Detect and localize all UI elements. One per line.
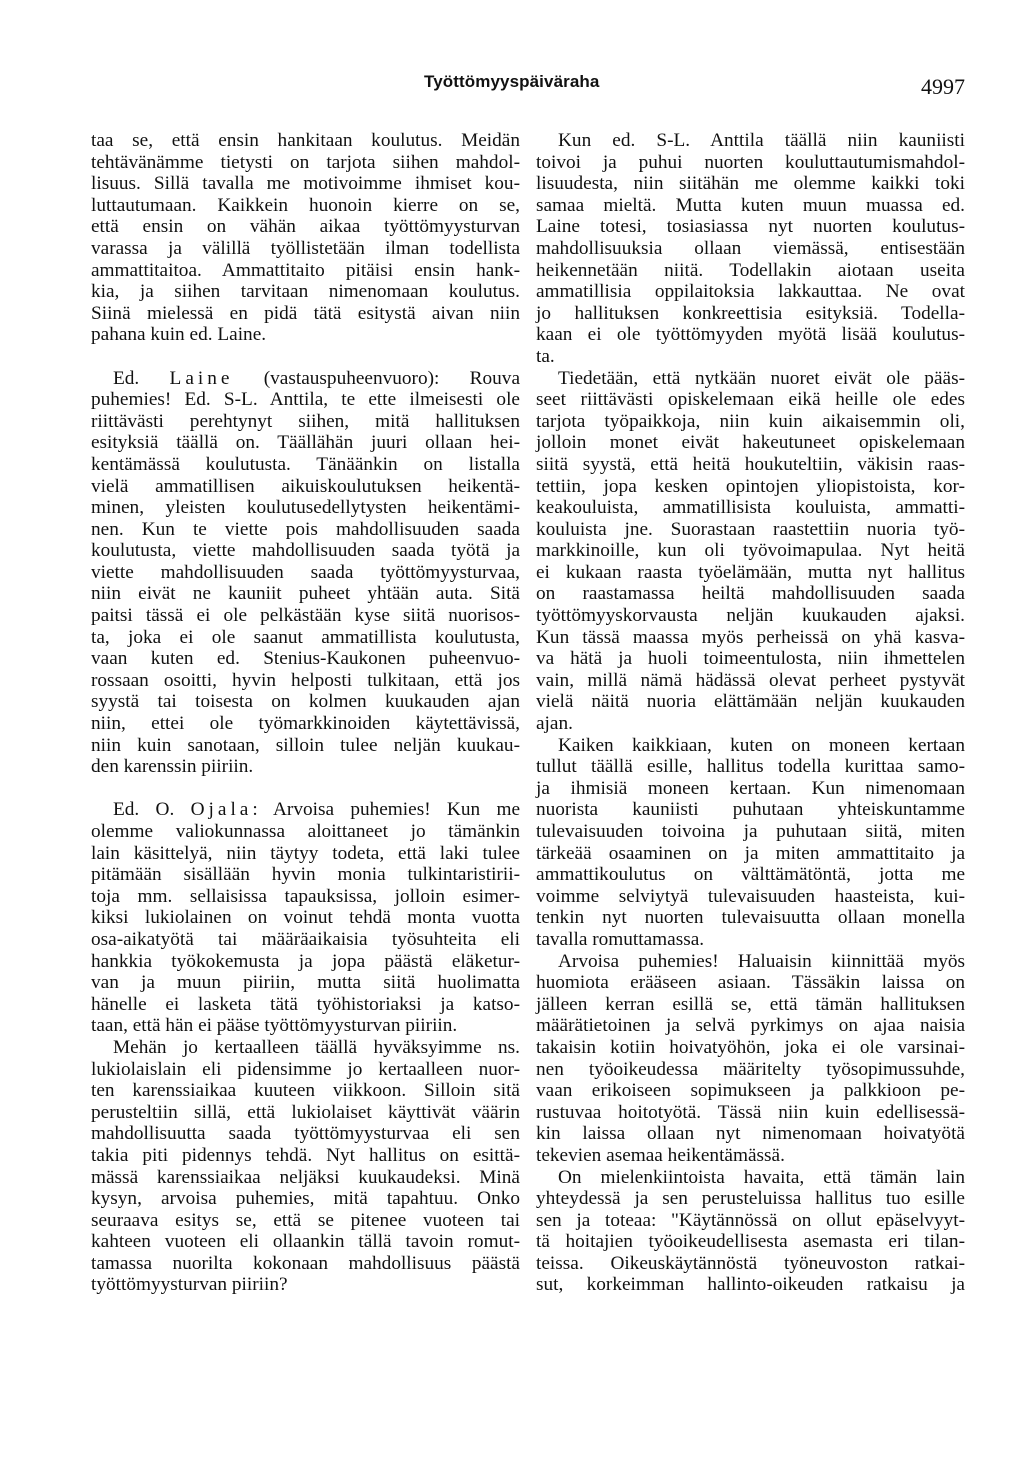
- text-line: siitä syystä, että heitä houkuteltiin, väkisin raas-: [536, 453, 965, 475]
- paragraph-body: [91, 389, 520, 778]
- text-line: nen työoikeudessa määritelty työsopimussuhde,: [536, 1058, 965, 1080]
- text-line: tä hoitajien työoikeudellisesta asemasta eri tilan-: [536, 1231, 965, 1253]
- text-line: vain, millä nämä hädässä olevat perheet pystyvät: [536, 669, 965, 691]
- text-line: Arvoisa puhemies! Haluaisin kiinnittää myös: [558, 950, 965, 972]
- text-line: riittävästi perehtynyt siihen, mitä hallituksen: [91, 410, 520, 432]
- text-line: takia piti pidennys tehdä. Nyt hallitus on esittä-: [91, 1144, 520, 1166]
- text-line: Kaiken kaikkiaan, kuten on moneen kertaan: [558, 734, 965, 756]
- text-line: pahana kuin ed. Laine.: [91, 324, 267, 346]
- speech-start: (vastauspuheenvuoro): Rouva: [263, 367, 520, 389]
- text-line: ten karenssiaikaa kuuteen viikkoon. Silloin sitä: [91, 1080, 520, 1102]
- paragraph-body: [91, 821, 520, 1037]
- text-line: vielä näitä nuoria elättämään neljän kuukauden: [536, 691, 965, 713]
- text-line: toivoi ja puhui nuorten kouluttautumismahdol-: [536, 151, 965, 173]
- text-line: työttömyysturvan piiriin?: [91, 1274, 288, 1296]
- text-line: tenkin nyt nuorten tulevaisuutta ollaan monella: [536, 907, 965, 929]
- text-line: tekevien asemaa heikentämässä.: [536, 1144, 785, 1166]
- text-line: rustuvaa hoitotyötä. Tässä niin kuin edellisessä-: [536, 1101, 965, 1123]
- text-line: seuraava esitys se, että se pitenee vuoteen tai: [91, 1209, 520, 1231]
- text-line: ei kukaan raasta työelämään, mutta nyt hallitus: [536, 561, 965, 583]
- text-line: viette mahdollisuuden saada työttömyysturvaa,: [91, 561, 520, 583]
- text-line: van ja muun piiriin, mutta siitä huolimatta: [91, 972, 520, 994]
- text-line: olemme valiokunnassa aloittaneet jo tämänkin: [91, 821, 520, 842]
- text-line: työttömyyskorvausta neljän kuukauden ajaksi.: [536, 605, 965, 627]
- text-line: Tiedetään, että nytkään nuoret eivät ole pääs-: [558, 367, 965, 389]
- speaker-line: [91, 799, 520, 821]
- text-line: pitämään sisällään hyvin monia tulkintaristirii-: [91, 864, 520, 886]
- speaker-name: Ojala: [190, 799, 253, 821]
- text-line: kentämässä koulutusta. Tänäänkin on listalla: [91, 453, 520, 475]
- text-line: seet riittävästi opiskelemaan eikä heille ole edes: [536, 389, 965, 411]
- text-line: mässä karenssiaikaa neljäksi kuukaudeksi. Minä: [91, 1166, 520, 1188]
- text-line: sen ja toteaa: "Käytännössä on ollut epäselvyyt-: [536, 1209, 965, 1231]
- paragraph-gap: [91, 778, 520, 800]
- text-line: Kun tässä maassa myös perheissä on yhä kasva-: [536, 626, 965, 648]
- text-line: taa se, että ensin hankitaan koulutus. Meidän: [91, 130, 520, 151]
- speech-start: : Arvoisa puhemies! Kun me: [252, 799, 520, 821]
- text-line: tettiin, jopa kesken opintojen yliopistoista, kor-: [536, 475, 965, 497]
- text-line: markkinoille, kun oli työvoimapulaa. Nyt heitä: [536, 540, 965, 562]
- text-line: lisuus. Sillä tavalla me motivoimme ihmiset kou-: [91, 173, 520, 195]
- paragraph: [536, 130, 965, 368]
- text-line: jo hallituksen konkreettisia esityksiä. Todella-: [536, 302, 965, 324]
- left-column: [91, 130, 520, 1296]
- paragraph: [91, 1037, 520, 1296]
- text-line: tavalla romuttamassa.: [536, 928, 705, 950]
- text-line: kiksi lukiolainen on voinut tehdä monta vuotta: [91, 907, 520, 929]
- speaker-name: Laine: [169, 367, 234, 389]
- text-line: tehtävänämme tietysti on tarjota siihen mahdol-: [91, 151, 520, 173]
- speaker-line: [91, 368, 520, 390]
- text-line: toja mm. sellaisissa tapauksissa, jolloin esimer-: [91, 885, 520, 907]
- text-line: On mielenkiintoista havaita, että tämän lain: [558, 1166, 965, 1188]
- text-line: yhteydessä ja sen perusteluissa hallitus tuo esille: [536, 1188, 965, 1210]
- text-line: tarjota työpaikkoja, niin kuin aikaisemmin oli,: [536, 410, 965, 432]
- text-line: rossaan osoitti, hyvin helposti tulkitaan, että jos: [91, 669, 520, 691]
- page-header: [0, 72, 1024, 102]
- text-line: vielä ammatillisen aikuiskoulutuksen heikentä-: [91, 475, 520, 497]
- text-line: teissa. Oikeuskäytännöstä työneuvoston ratkai-: [536, 1252, 965, 1274]
- text-line: Laine totesi, tosiasiassa nyt nuorten koulutus-: [536, 216, 965, 238]
- text-line: va hätä ja huoli toimeentulosta, niin ihmettelen: [536, 648, 965, 670]
- text-line: syystä tai toisesta on kolmen kuukauden ajan: [91, 691, 520, 713]
- text-line: huomiota erääseen asiaan. Tässäkin laissa on: [536, 972, 965, 994]
- text-line: puhemies! Ed. S-L. Anttila, te ette ilmeisesti ole: [91, 389, 520, 411]
- text-line: Kun ed. S-L. Anttila täällä niin kauniisti: [558, 130, 965, 151]
- paragraph: [536, 368, 965, 735]
- text-line: lisuudesta, niin siitähän me olemme kaikki toki: [536, 173, 965, 195]
- text-line: varassa ja välillä työllistetään ilman todellista: [91, 237, 520, 259]
- text-line: taan, että hän ei pääse työttömyysturvan piiriin.: [91, 1015, 458, 1037]
- paragraph: [91, 130, 520, 346]
- text-line: hankkia työkokemusta ja jopa päästä eläketur-: [91, 950, 520, 972]
- text-line: ta, joka ei ole saanut ammatillista koulutusta,: [91, 626, 520, 648]
- text-line: ammattitaitoa. Ammattitaito pitäisi ensin hank-: [91, 259, 520, 281]
- paragraph: [536, 1167, 965, 1297]
- text-line: jolloin monet eivät hakeutuneet opiskelemaan: [536, 432, 965, 454]
- text-line: luttautumaan. Kaikkein huonoin kierre on se,: [91, 194, 520, 216]
- text-line: vaan erikoiseen sopimukseen ja palkkioon pe-: [536, 1080, 965, 1102]
- text-line: Siinä mielessä en pidä tätä esitystä aivan niin: [91, 302, 520, 324]
- text-line: ta.: [536, 345, 555, 367]
- text-line: minen, yleisten koulutusedellytysten heikentämi-: [91, 497, 520, 519]
- text-line: mahdollisuutta saada työttömyysturvaa eli sen: [91, 1123, 520, 1145]
- paragraph: [91, 799, 520, 1037]
- text-line: lukiolaislain eli pidensimme jo kertaalleen nuor-: [91, 1058, 520, 1080]
- text-line: voimme selviytyä tulevaisuuden haasteista, kui-: [536, 885, 965, 907]
- text-line: kouluista jne. Suorastaan raastettiin nuoria työ-: [536, 518, 965, 540]
- text-line: perusteltiin sillä, että lukiolaiset käyttivät väärin: [91, 1101, 520, 1123]
- paragraph: [91, 368, 520, 778]
- text-line: keakouluista, ammatillisista kouluista, ammatti-: [536, 497, 965, 519]
- text-line: paitsi tässä ei ole pelkästään kyse siitä nuorisos-: [91, 605, 520, 627]
- text-line: kysyn, arvoisa puhemies, mitä tapahtuu. Onko: [91, 1188, 520, 1210]
- paragraph: [536, 951, 965, 1167]
- text-line: mahdollisuuksia ollaan viemässä, entisestään: [536, 237, 965, 259]
- text-line: den karenssin piiriin.: [91, 756, 254, 778]
- text-line: niin, ettei ole työmarkkinoiden käytettävissä,: [91, 713, 520, 735]
- text-line: hänelle ei lasketa tätä työhistoriaksi ja katso-: [91, 993, 520, 1015]
- text-line: kahteen vuoteen eli ollaankin tällä tavoin romut-: [91, 1231, 520, 1253]
- text-line: koulutusta, viette mahdollisuuden saada työtä ja: [91, 540, 520, 562]
- text-line: nen. Kun te viette pois mahdollisuuden saada: [91, 518, 520, 540]
- text-line: sut, korkeimman hallinto-oikeuden ratkaisu ja: [536, 1274, 965, 1296]
- text-line: jälleen kerran esillä se, että tämän hallituksen: [536, 993, 965, 1015]
- text-line: että ensin on vähän aikaa työttömyysturvan: [91, 216, 520, 238]
- speaker-prefix: Ed.: [113, 367, 140, 389]
- text-line: ajan.: [536, 713, 573, 735]
- text-line: määrätietoinen ja selvä pyrkimys on ajaa naisia: [536, 1015, 965, 1037]
- text-line: nuorista kauniisti puhutaan yhteiskuntamme: [536, 799, 965, 821]
- page-number: 4997: [921, 74, 965, 99]
- text-line: niin kuin sanotaan, silloin tulee neljän kuukau-: [91, 734, 520, 756]
- text-line: ammatillisia oppilaitoksia lakkauttaa. Ne ovat: [536, 281, 965, 303]
- text-line: osa-aikatyötä tai määräaikaisia työsuhteita eli: [91, 928, 520, 950]
- text-line: esityksiä täällä on. Täällähän juuri ollaan hei-: [91, 432, 520, 454]
- text-line: tamassa nuorilta kokonaan mahdollisuus päästä: [91, 1252, 520, 1274]
- text-line: vaan kuten ed. Stenius-Kaukonen puheenvuo-: [91, 648, 520, 670]
- text-line: lain käsittelyä, niin täytyy todeta, että laki tulee: [91, 842, 520, 864]
- text-line: takaisin kotiin hoivatyöhön, joka ei ole varsinai-: [536, 1036, 965, 1058]
- text-line: kaan ei ole työttömyyden myötä lisää koulutus-: [536, 324, 965, 346]
- text-line: kin laissa ollaan nyt nimenomaan hoivatyötä: [536, 1123, 965, 1145]
- paragraph: [536, 735, 965, 951]
- speaker-prefix: Ed. O.: [113, 799, 175, 821]
- text-line: tulevaisuuden toivoina ja puhutaan siitä, miten: [536, 821, 965, 842]
- text-line: ja ihmisiä moneen kertaan. Kun nimenomaan: [536, 777, 965, 799]
- text-line: on raastamassa heiltä mahdollisuuden saada: [536, 583, 965, 605]
- right-column: [536, 130, 965, 1296]
- text-line: samaa mieltä. Mutta kuten muun muassa ed.: [536, 194, 965, 216]
- text-line: tullut täällä esille, hallitus todella kurittaa samo-: [536, 756, 965, 778]
- text-line: kia, ja siihen tarvitaan nimenomaan koulutus.: [91, 281, 520, 303]
- running-title: Työttömyyspäiväraha: [424, 72, 600, 91]
- paragraph-gap: [91, 346, 520, 368]
- text-line: ammattikoulutus on välttämätöntä, jotta me: [536, 864, 965, 886]
- text-line: heikennetään niitä. Todellakin aiotaan useita: [536, 259, 965, 281]
- text-line: Mehän jo kertaalleen täällä hyväksyimme ns.: [113, 1036, 520, 1058]
- text-line: tärkeää osaaminen on ja miten ammattitaito ja: [536, 842, 965, 864]
- text-line: niin eivät ne kauniit puheet yhtään auta. Sitä: [91, 583, 520, 605]
